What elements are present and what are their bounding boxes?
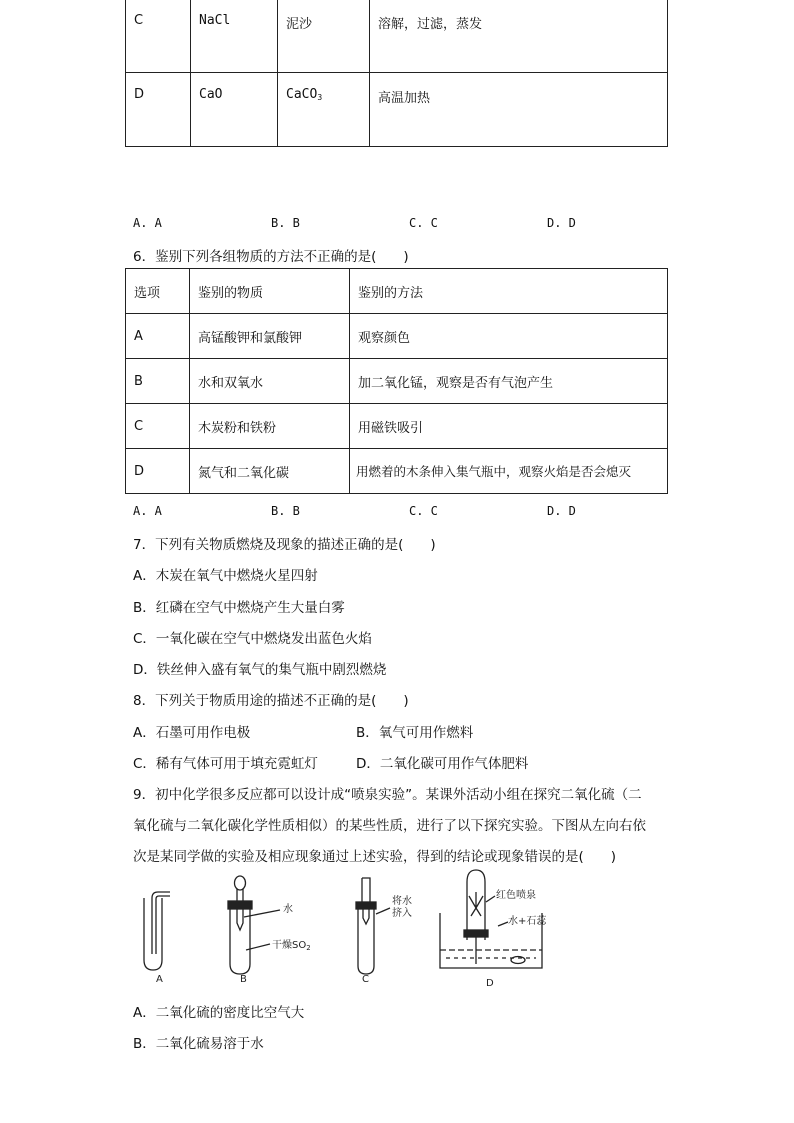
figure-label-b: B (240, 974, 247, 985)
cell-substances: 水和双氧水 (190, 359, 350, 404)
q6-table (125, 268, 668, 494)
table-header-row (126, 269, 668, 314)
cell-impurity: 泥沙 (278, 0, 370, 73)
q9-option-b[interactable]: B．二氧化硫易溶于水 (133, 1036, 264, 1052)
table-row (126, 73, 668, 147)
option-a[interactable]: A. A (133, 216, 162, 230)
cell-method: 高温加热 (370, 73, 668, 147)
formula-main: CaCO (286, 87, 318, 102)
q9-stem-line-2: 氧化硫与二氧化碳化学性质相似）的某些性质，进行了以下探究实验。下图从左向右依 (133, 818, 646, 834)
cell-substance: NaCl (191, 0, 278, 73)
apparatus-b (228, 876, 280, 974)
q7-option-b[interactable]: B．红磷在空气中燃烧产生大量白雾 (133, 600, 345, 616)
apparatus-c (356, 878, 390, 974)
q9-stem-line-3: 次是某同学做的实验及相应现象通过上述实验，得到的结论或现象错误的是( ) (133, 849, 617, 865)
experiment-figure (130, 868, 547, 989)
figure-label-d: D (486, 978, 494, 989)
label-dry-so2: 干燥$SO_2$ (272, 940, 311, 952)
label-squeeze-1: 将水 (392, 896, 412, 907)
cell-method: 加二氧化锰，观察是否有气泡产生 (350, 359, 668, 404)
q7-option-c[interactable]: C．一氧化碳在空气中燃烧发出蓝色火焰 (133, 631, 372, 647)
q8-stem: 8．下列关于物质用途的描述不正确的是( ) (133, 693, 409, 709)
cell-method: 观察颜色 (350, 314, 668, 359)
option-b[interactable]: B. B (271, 504, 300, 518)
q8-option-c[interactable]: C．稀有气体可用于填充霓虹灯 (133, 756, 318, 772)
cell-option: A (126, 314, 190, 359)
label-water: 水 (283, 904, 293, 915)
header-substances: 鉴别的物质 (190, 269, 350, 314)
label-squeeze-2: 挤入 (392, 908, 412, 919)
header-method: 鉴别的方法 (350, 269, 668, 314)
cell-substances: 木炭粉和铁粉 (190, 404, 350, 449)
cell-option: B (126, 359, 190, 404)
option-c[interactable]: C. C (409, 216, 438, 230)
q8-option-a[interactable]: A．石墨可用作电极 (133, 725, 251, 741)
option-d[interactable]: D. D (547, 216, 576, 230)
apparatus-a (144, 892, 170, 970)
cell-option: C (126, 404, 190, 449)
q9-option-a[interactable]: A．二氧化硫的密度比空气大 (133, 1005, 305, 1021)
q7-stem: 7．下列有关物质燃烧及现象的描述正确的是( ) (133, 537, 436, 553)
cell-option: C (126, 0, 191, 73)
table-row (126, 449, 668, 494)
cell-method: 用磁铁吸引 (350, 404, 668, 449)
table-row (126, 314, 668, 359)
figure-label-a: A (156, 974, 163, 985)
label-water-litmus: 水+石蕊 (508, 916, 547, 927)
cell-option: D (126, 449, 190, 494)
figure-label-c: C (362, 974, 369, 985)
option-c[interactable]: C. C (409, 504, 438, 518)
q6-stem: 6．鉴别下列各组物质的方法不正确的是( ) (133, 249, 409, 265)
option-b[interactable]: B. B (271, 216, 300, 230)
cell-method: 溶解，过滤，蒸发 (370, 0, 668, 73)
cell-impurity (278, 73, 370, 147)
table-row (126, 359, 668, 404)
q8-option-d[interactable]: D．二氧化碳可用作气体肥料 (356, 756, 529, 772)
q8-option-b[interactable]: B．氧气可用作燃料 (356, 725, 474, 741)
q7-option-d[interactable]: D．铁丝伸入盛有氧气的集气瓶中剧烈燃烧 (133, 662, 387, 678)
header-option: 选项 (126, 269, 190, 314)
label-red-fountain: 红色喷泉 (496, 890, 536, 901)
cell-method: 用燃着的木条伸入集气瓶中，观察火焰是否会熄灭 (350, 449, 668, 494)
q9-stem-line-1: 9．初中化学很多反应都可以设计成“喷泉实验”。某课外活动小组在探究二氧化硫（二 (133, 787, 642, 803)
cell-substances: 高锰酸钾和氯酸钾 (190, 314, 350, 359)
table-row (126, 404, 668, 449)
q7-option-a[interactable]: A．木炭在氧气中燃烧火星四射 (133, 568, 318, 584)
option-d[interactable]: D. D (547, 504, 576, 518)
option-a[interactable]: A. A (133, 504, 162, 518)
cell-option: D (126, 73, 191, 147)
cell-substance: CaO (191, 73, 278, 147)
q5-table (125, 0, 668, 147)
table-row (126, 0, 668, 73)
formula-subscript: 3 (317, 93, 323, 102)
cell-substances: 氮气和二氧化碳 (190, 449, 350, 494)
